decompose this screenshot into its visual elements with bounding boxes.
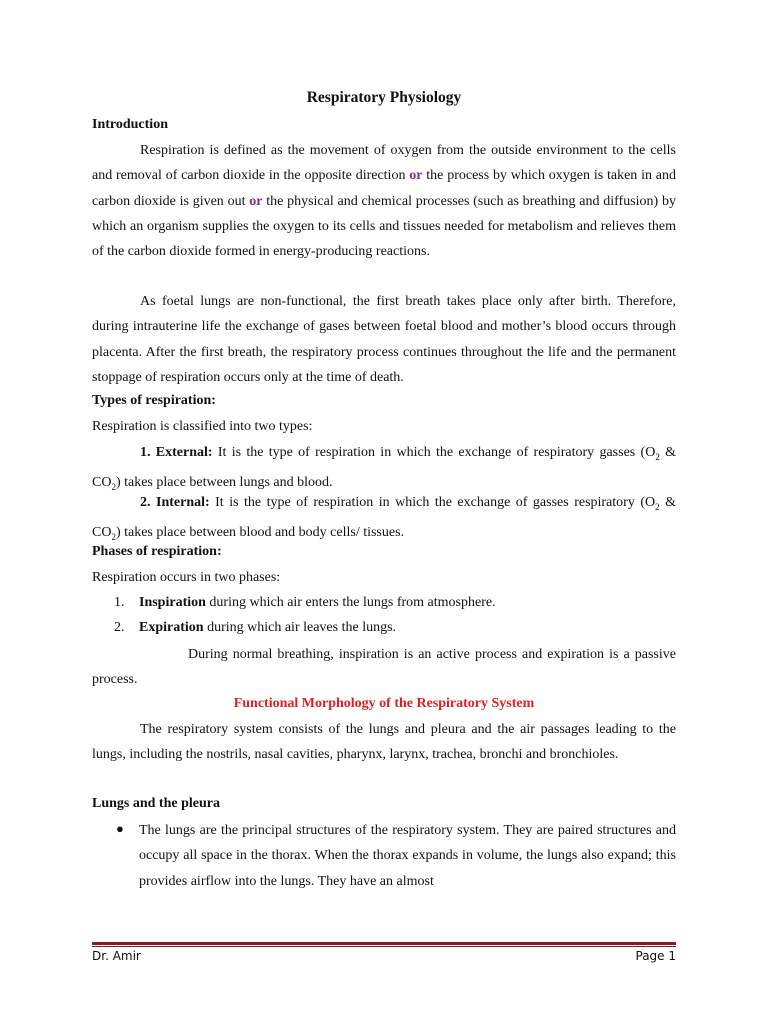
o2-subscript: 2 — [655, 501, 660, 512]
intro-text-b: the process by which oxygen is taken in and carbon dioxide is given out — [92, 168, 676, 209]
phases-note: During normal breathing, inspiration is an active process and expiration is a passive process. — [92, 647, 676, 688]
internal-label: 2. Internal: — [140, 495, 210, 510]
footer-page-number: Page 1 — [635, 949, 676, 963]
types-heading: Types of respiration: — [92, 393, 216, 408]
o2-subscript: 2 — [655, 451, 660, 462]
or-emphasis-2: or — [249, 193, 263, 209]
phase-term: Inspiration — [139, 595, 206, 610]
list-number: 2. — [114, 620, 125, 635]
lungs-bullet-text: The lungs are the principal structures of the respiratory system. They are paired structures and occupy all space in the thorax. When the thorax expands in volume, the lungs also expand; this provides airflow into the lungs. They have an almost — [139, 823, 676, 889]
list-number: 1. — [114, 595, 125, 610]
phase-text: during which air leaves the lungs. — [203, 620, 397, 635]
list-item — [139, 595, 496, 611]
intro-heading: Introduction — [92, 117, 168, 132]
type-internal — [92, 490, 676, 550]
page-title: Respiratory Physiology — [306, 89, 462, 106]
footer-divider — [92, 942, 676, 945]
bullet-icon: ● — [116, 821, 124, 836]
morphology-paragraph: The respiratory system consists of the lungs and pleura and the air passages leading to the lungs, including the nostrils, nasal cavities, pharynx, larynx, trachea, bronchi and bronchioles. — [92, 722, 676, 763]
or-emphasis-1: or — [409, 168, 423, 184]
internal-text-b: & CO — [92, 495, 676, 541]
phases-heading: Phases of respiration: — [92, 544, 222, 559]
co2-subscript: 2 — [111, 481, 116, 492]
phase-text: during which air enters the lungs from atmosphere. — [205, 595, 496, 610]
intro-paragraph-2: As foetal lungs are non-functional, the first breath takes place only after birth. Therefore, during intrauterine life the exchange of gases between foetal blood and mother’s blood occurs through placenta. After the first breath, the respiratory process continues throughout the life and the permanent stoppage of respiration occurs only at the time of death. — [92, 294, 676, 385]
external-text-a: It is the type of respiration in which the exchange of respiratory gasses (O — [212, 445, 656, 460]
external-label: 1. External: — [140, 445, 213, 460]
footer-author: Dr. Amir — [92, 949, 141, 963]
list-item — [139, 620, 396, 636]
intro-paragraph-1 — [92, 138, 676, 264]
external-text-c: ) takes place between lungs and blood. — [115, 475, 333, 491]
types-lead: Respiration is classified into two types: — [92, 419, 313, 434]
phases-lead: Respiration occurs in two phases: — [92, 570, 281, 585]
internal-text-c: ) takes place between blood and body cells/ tissues. — [115, 525, 405, 541]
phase-term: Expiration — [139, 620, 204, 635]
morphology-heading: Functional Morphology of the Respiratory System — [233, 696, 535, 711]
intro-text-c: the physical and chemical processes (such as breathing and diffusion) by which an organism supplies the oxygen to its cells and tissues needed for metabolism and relieves them of the carbon dioxide formed in energy-producing reactions. — [92, 193, 676, 260]
co2-subscript: 2 — [111, 531, 116, 542]
footer-divider-thin — [92, 946, 676, 947]
external-text-b: & CO — [92, 445, 677, 491]
intro-text-a: Respiration is defined as the movement of oxygen from the outside environment to the cells and removal of carbon dioxide in the opposite direction — [92, 143, 676, 184]
lungs-heading: Lungs and the pleura — [92, 796, 220, 811]
internal-text-a: It is the type of respiration in which the exchange of gasses respiratory (O — [209, 495, 656, 510]
